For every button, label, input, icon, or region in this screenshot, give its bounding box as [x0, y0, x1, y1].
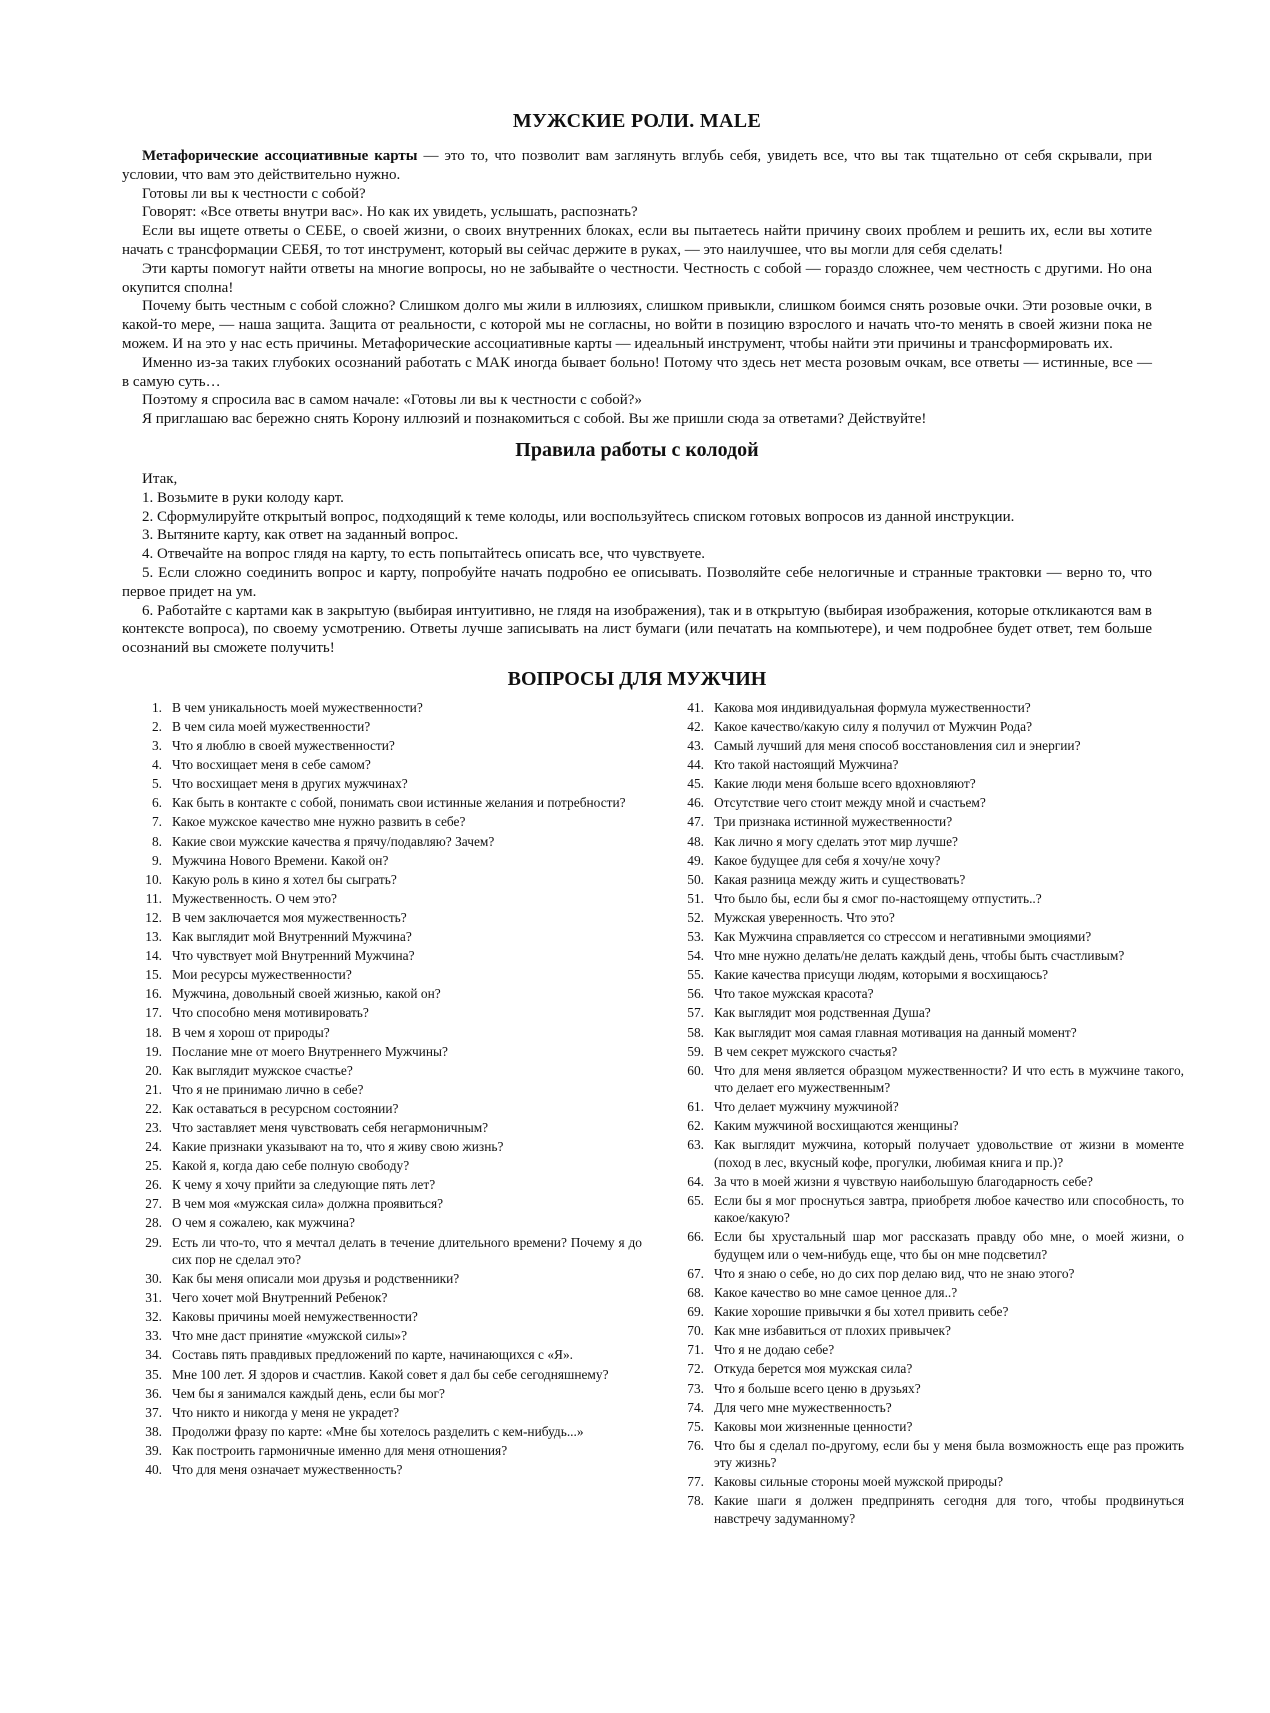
question-item	[664, 1043, 1184, 1060]
question-item	[664, 1098, 1184, 1115]
rules-paragraph: 6. Работайте с картами как в закрытую (выбирая интуитивно, не глядя на изображения), так и в открытую (выбирая изображения, которые откликаются вам в контексте вопроса), по своему усмотрению. Ответы лучше записывать на лист бумаги (или печатать на компьютере), и чем подробнее будет ответ, тем больше осознаний вы сможете получить!	[122, 602, 1152, 657]
question-item	[122, 833, 642, 850]
question-number: 64.	[687, 1173, 704, 1189]
question-item	[122, 1442, 642, 1459]
question-item	[122, 1404, 642, 1421]
question-text: Три признака истинной мужественности?	[714, 814, 953, 830]
question-text: Что мне даст принятие «мужской силы»?	[172, 1328, 408, 1344]
question-number: 55.	[687, 967, 704, 983]
question-number: 12.	[145, 909, 162, 925]
question-item	[122, 1195, 642, 1212]
question-item	[664, 1341, 1184, 1358]
rules-paragraph: 3. Вытяните карту, как ответ на заданный вопрос.	[142, 527, 459, 544]
question-text: Как выглядит мужчина, который получает удовольствие от жизни в моменте (поход в лес, вкусный кофе, прогулки, любимая книга и пр.)?	[714, 1137, 1184, 1170]
question-number: 8.	[151, 833, 162, 849]
question-number: 61.	[687, 1099, 704, 1115]
question-number: 70.	[687, 1323, 704, 1339]
question-text: В чем сила моей мужественности?	[172, 719, 371, 735]
question-item	[664, 1192, 1184, 1227]
question-item	[664, 1399, 1184, 1416]
rules-paragraph: Итак,	[142, 470, 178, 487]
question-number: 26.	[145, 1177, 162, 1193]
intro-lead-text: — это то, что позволит вам заглянуть вглубь себя, увидеть все, что вы так тщательно от себя скрывали, при условии, что вам это действительно нужно.	[122, 148, 1152, 183]
question-item	[664, 699, 1184, 716]
question-item	[664, 1284, 1184, 1301]
question-number: 15.	[145, 967, 162, 983]
intro-paragraph: Если вы ищете ответы о СЕБЕ, о своей жизни, о своих внутренних блоках, если вы пытаетесь найти причину своих проблем и решить их, если вы хотите начать с трансформации СЕБЯ, то тот инструмент, который вы сейчас держите в руках, — это наилучшее, что вы могли для себя сделать!	[122, 223, 1152, 258]
question-text: Как оставаться в ресурсном состоянии?	[172, 1100, 399, 1116]
question-item	[122, 871, 642, 888]
question-item	[122, 775, 642, 792]
rules-paragraph: 5. Если сложно соединить вопрос и карту, попробуйте начать подробно ее описывать. Позволяйте себе нелогичные и странные трактовки — верно то, что первое придет на ум.	[122, 564, 1152, 600]
question-text: Какое будущее для себя я хочу/не хочу?	[714, 852, 941, 868]
question-text: Что такое мужская красота?	[714, 986, 874, 1002]
question-item	[664, 928, 1184, 945]
intro-paragraph: Именно из-за таких глубоких осознаний работать с МАК иногда бывает больно! Потому что здесь нет места розовым очкам, все ответы — истинные, все — в самую суть…	[122, 354, 1152, 390]
question-item	[122, 1004, 642, 1021]
question-item	[664, 852, 1184, 869]
rules-section	[122, 470, 1152, 658]
question-number: 30.	[145, 1271, 162, 1287]
question-item	[122, 794, 642, 811]
question-item	[664, 737, 1184, 754]
question-number: 78.	[687, 1493, 704, 1509]
question-item	[664, 1062, 1184, 1097]
question-item	[664, 1380, 1184, 1397]
question-text: Как построить гармоничные именно для меня отношения?	[172, 1442, 508, 1458]
question-text: Как быть в контакте с собой, понимать свои истинные желания и потребности?	[172, 795, 626, 811]
question-number: 27.	[145, 1196, 162, 1212]
question-number: 36.	[145, 1385, 162, 1401]
question-number: 71.	[687, 1342, 704, 1358]
question-text: Что восхищает меня в других мужчинах?	[172, 776, 408, 792]
intro-lead-bold: Метафорические ассоциативные карты	[142, 148, 418, 164]
question-number: 46.	[687, 795, 704, 811]
question-item	[122, 1176, 642, 1193]
question-number: 38.	[145, 1423, 162, 1439]
question-item	[664, 985, 1184, 1002]
question-item	[664, 1418, 1184, 1435]
question-number: 6.	[151, 795, 162, 811]
question-text: Какие люди меня больше всего вдохновляют?	[714, 776, 976, 792]
question-item	[664, 794, 1184, 811]
question-number: 75.	[687, 1418, 704, 1434]
question-item	[122, 1289, 642, 1306]
question-item	[122, 947, 642, 964]
question-text: Мужская уверенность. Что это?	[714, 909, 895, 925]
intro-paragraph: Поэтому я спросила вас в самом начале: «Готовы ли вы к честности с собой?»	[142, 392, 642, 409]
question-item	[122, 966, 642, 983]
question-text: Какие свои мужские качества я прячу/подавляю? Зачем?	[172, 833, 495, 849]
question-item	[122, 1366, 642, 1383]
question-item	[664, 775, 1184, 792]
question-number: 25.	[145, 1158, 162, 1174]
intro-paragraph: Готовы ли вы к честности с собой?	[142, 185, 366, 202]
questions-left-column	[122, 699, 642, 1480]
question-number: 37.	[145, 1404, 162, 1420]
question-item	[122, 1138, 642, 1155]
question-number: 16.	[145, 986, 162, 1002]
question-text: Как выглядит моя родственная Душа?	[714, 1005, 931, 1021]
question-number: 32.	[145, 1309, 162, 1325]
question-item	[122, 813, 642, 830]
question-item	[122, 928, 642, 945]
question-number: 56.	[687, 986, 704, 1002]
question-number: 53.	[687, 929, 704, 945]
question-text: В чем уникальность моей мужественности?	[172, 699, 423, 715]
question-item	[122, 1461, 642, 1478]
question-text: Что я знаю о себе, но до сих пор делаю вид, что не знаю этого?	[714, 1265, 1075, 1281]
question-text: Для чего мне мужественность?	[714, 1399, 892, 1415]
question-text: Как Мужчина справляется со стрессом и негативными эмоциями?	[714, 929, 1092, 945]
question-text: Что я не принимаю лично в себе?	[172, 1081, 364, 1097]
question-text: Какое качество во мне самое ценное для..?	[714, 1285, 958, 1301]
question-number: 28.	[145, 1215, 162, 1231]
question-item	[122, 1214, 642, 1231]
question-number: 24.	[145, 1139, 162, 1155]
rules-paragraph: 1. Возьмите в руки колоду карт.	[142, 489, 344, 506]
question-number: 43.	[687, 738, 704, 754]
question-text: Если бы я мог проснуться завтра, приобретя любое качество или способность, то какое/какую?	[714, 1192, 1184, 1226]
question-number: 35.	[145, 1366, 162, 1382]
question-text: Что чувствует мой Внутренний Мужчина?	[172, 948, 415, 964]
question-number: 2.	[151, 719, 162, 735]
question-number: 11.	[145, 890, 162, 906]
rules-heading: Правила работы с колодой	[515, 438, 759, 461]
question-text: Есть ли что-то, что я мечтал делать в течение длительного времени? Почему я до сих пор не сделал это?	[172, 1234, 642, 1267]
questions-columns	[122, 699, 1184, 1629]
question-item	[664, 1136, 1184, 1171]
question-number: 49.	[687, 852, 704, 868]
question-item	[122, 737, 642, 754]
question-text: Что для меня является образцом мужественности? И что есть в мужчине такого, что делает его мужественным?	[714, 1062, 1184, 1096]
question-text: Что было бы, если бы я смог по-настоящему отпустить..?	[714, 890, 1042, 906]
question-number: 73.	[687, 1380, 704, 1396]
questions-list-right	[664, 699, 1184, 1527]
question-number: 3.	[151, 738, 162, 754]
question-number: 13.	[145, 929, 162, 945]
question-item	[122, 852, 642, 869]
question-text: Отсутствие чего стоит между мной и счастьем?	[714, 795, 986, 811]
question-text: Продолжи фразу по карте: «Мне бы хотелось разделить с кем-нибудь...»	[172, 1423, 584, 1439]
question-item	[122, 699, 642, 716]
question-text: Какое качество/какую силу я получил от Мужчин Рода?	[714, 719, 1033, 735]
question-number: 29.	[145, 1234, 162, 1250]
question-text: Что заставляет меня чувствовать себя негармоничным?	[172, 1119, 489, 1135]
question-text: Как выглядит мой Внутренний Мужчина?	[172, 929, 412, 945]
question-text: В чем секрет мужского счастья?	[714, 1043, 898, 1059]
question-item	[122, 985, 642, 1002]
questions-heading: ВОПРОСЫ ДЛЯ МУЖЧИН	[507, 667, 767, 690]
questions-list-left	[122, 699, 642, 1478]
question-number: 67.	[687, 1265, 704, 1281]
question-number: 60.	[687, 1062, 704, 1078]
question-item	[122, 909, 642, 926]
question-text: Какую роль в кино я хотел бы сыграть?	[172, 871, 397, 887]
question-number: 23.	[145, 1119, 162, 1135]
question-item	[664, 833, 1184, 850]
question-number: 33.	[145, 1328, 162, 1344]
question-item	[664, 1303, 1184, 1320]
question-number: 65.	[687, 1192, 704, 1208]
question-item	[122, 1385, 642, 1402]
question-item	[122, 890, 642, 907]
rules-paragraph: 4. Отвечайте на вопрос глядя на карту, то есть попытайтесь описать все, что чувствуете.	[142, 546, 705, 563]
question-text: За что в моей жизни я чувствую наибольшую благодарность себе?	[714, 1173, 1093, 1189]
question-text: Какое мужское качество мне нужно развить в себе?	[172, 814, 466, 830]
question-number: 41.	[687, 699, 704, 715]
question-number: 4.	[151, 757, 162, 773]
question-item	[122, 1423, 642, 1440]
question-item	[122, 1119, 642, 1136]
question-text: Каким мужчиной восхищаются женщины?	[714, 1118, 959, 1134]
questions-right-column	[664, 699, 1184, 1529]
question-text: Как выглядит мужское счастье?	[172, 1062, 353, 1078]
question-text: Как бы меня описали мои друзья и родственники?	[172, 1271, 460, 1287]
question-item	[122, 1043, 642, 1060]
question-item	[122, 1062, 642, 1079]
question-number: 62.	[687, 1118, 704, 1134]
question-text: Каковы мои жизненные ценности?	[714, 1418, 913, 1434]
question-text: В чем я хорош от природы?	[172, 1024, 330, 1040]
question-text: Каковы причины моей немужественности?	[172, 1309, 418, 1325]
question-number: 48.	[687, 833, 704, 849]
question-item	[664, 1360, 1184, 1377]
question-text: Если бы хрустальный шар мог рассказать правду обо мне, о моей жизни, о будущем или о чем-нибудь еще, что бы он мне подсветил?	[714, 1229, 1184, 1262]
question-text: Что мне нужно делать/не делать каждый день, чтобы быть счастливым?	[714, 948, 1125, 964]
question-item	[664, 871, 1184, 888]
question-text: Что я больше всего ценю в друзьях?	[714, 1380, 921, 1396]
intro-paragraph: Я приглашаю вас бережно снять Корону иллюзий и познакомиться с собой. Вы же пришли сюда за ответами? Действуйте!	[142, 411, 927, 428]
question-item	[664, 1322, 1184, 1339]
question-number: 74.	[687, 1399, 704, 1415]
question-text: Что я не додаю себе?	[714, 1342, 835, 1358]
intro-paragraph: Эти карты помогут найти ответы на многие вопросы, но не забывайте о честности. Честность с собой — гораздо сложнее, чем честность с другими. Но она окупится сполна!	[122, 260, 1152, 296]
question-item	[664, 1024, 1184, 1041]
question-number: 45.	[687, 776, 704, 792]
question-number: 17.	[145, 1005, 162, 1021]
intro-lead-paragraph	[122, 147, 1152, 185]
question-text: Что для меня означает мужественность?	[172, 1461, 403, 1477]
question-text: Какие шаги я должен предпринять сегодня для того, чтобы продвинуться навстречу задуманному?	[714, 1493, 1184, 1526]
question-number: 54.	[687, 948, 704, 964]
question-item	[122, 756, 642, 773]
question-text: Как лично я могу сделать этот мир лучше?	[714, 833, 958, 849]
question-item	[664, 909, 1184, 926]
question-text: Откуда берется моя мужская сила?	[714, 1361, 913, 1377]
question-number: 20.	[145, 1062, 162, 1078]
question-text: Самый лучший для меня способ восстановления сил и энергии?	[714, 738, 1081, 754]
question-item	[664, 1004, 1184, 1021]
question-text: Что способно меня мотивировать?	[172, 1005, 369, 1021]
question-number: 47.	[687, 814, 704, 830]
question-text: Что восхищает меня в себе самом?	[172, 757, 371, 773]
question-number: 69.	[687, 1304, 704, 1320]
question-item	[122, 1270, 642, 1287]
question-text: К чему я хочу прийти за следующие пять лет?	[172, 1177, 436, 1193]
question-text: Чем бы я занимался каждый день, если бы мог?	[172, 1385, 445, 1401]
question-number: 76.	[687, 1437, 704, 1453]
question-item	[122, 1081, 642, 1098]
question-number: 7.	[151, 814, 162, 830]
question-number: 18.	[145, 1024, 162, 1040]
question-text: Мне 100 лет. Я здоров и счастлив. Какой совет я дал бы себе сегодняшнему?	[172, 1366, 609, 1382]
question-number: 58.	[687, 1024, 704, 1040]
question-number: 19.	[145, 1043, 162, 1059]
question-number: 10.	[145, 871, 162, 887]
question-item	[664, 947, 1184, 964]
question-item	[664, 1117, 1184, 1134]
question-number: 31.	[145, 1290, 162, 1306]
question-number: 22.	[145, 1100, 162, 1116]
question-number: 59.	[687, 1043, 704, 1059]
question-text: Какие признаки указывают на то, что я живу свою жизнь?	[172, 1139, 504, 1155]
question-text: О чем я сожалею, как мужчина?	[172, 1215, 355, 1231]
question-text: Что бы я сделал по-другому, если бы у меня была возможность еще раз прожить эту жизнь?	[714, 1437, 1184, 1471]
question-item	[664, 1473, 1184, 1490]
question-number: 21.	[145, 1081, 162, 1097]
question-text: Какова моя индивидуальная формула мужественности?	[714, 699, 1031, 715]
question-number: 34.	[145, 1347, 162, 1363]
page-title: МУЖСКИЕ РОЛИ. MALE	[512, 110, 762, 132]
question-number: 66.	[687, 1229, 704, 1245]
question-number: 44.	[687, 757, 704, 773]
intro-section	[122, 147, 1152, 429]
document-content	[122, 110, 1184, 1629]
question-text: Мужественность. О чем это?	[172, 890, 337, 906]
question-item	[664, 718, 1184, 735]
question-item	[664, 966, 1184, 983]
question-item	[664, 1228, 1184, 1263]
rules-paragraph: 2. Сформулируйте открытый вопрос, подходящий к теме колоды, или воспользуйтесь списком готовых вопросов из данной инструкции.	[142, 508, 1015, 525]
question-item	[664, 1492, 1184, 1527]
question-item	[122, 1327, 642, 1344]
question-text: Чего хочет мой Внутренний Ребенок?	[172, 1290, 388, 1306]
question-item	[122, 1157, 642, 1174]
question-text: Мужчина Нового Времени. Какой он?	[172, 852, 389, 868]
question-item	[122, 1346, 642, 1363]
question-text: Составь пять правдивых предложений по карте, начинающихся с «Я».	[172, 1347, 574, 1363]
question-text: Какие хорошие привычки я бы хотел привить себе?	[714, 1304, 1009, 1320]
question-item	[122, 718, 642, 735]
question-text: Мужчина, довольный своей жизнью, какой он?	[172, 986, 441, 1002]
question-item	[664, 1437, 1184, 1472]
question-item	[122, 1024, 642, 1041]
question-text: Что делает мужчину мужчиной?	[714, 1099, 899, 1115]
question-text: Каковы сильные стороны моей мужской природы?	[714, 1474, 1004, 1490]
question-number: 1.	[151, 699, 162, 715]
question-text: Что я люблю в своей мужественности?	[172, 738, 395, 754]
question-item	[122, 1308, 642, 1325]
question-item	[122, 1100, 642, 1117]
question-text: Что никто и никогда у меня не украдет?	[172, 1404, 400, 1420]
question-text: В чем заключается моя мужественность?	[172, 909, 407, 925]
question-text: Кто такой настоящий Мужчина?	[714, 757, 899, 773]
question-text: Послание мне от моего Внутреннего Мужчины?	[172, 1043, 448, 1059]
question-text: В чем моя «мужская сила» должна проявиться?	[172, 1196, 444, 1212]
question-number: 63.	[687, 1137, 704, 1153]
question-text: Какие качества присущи людям, которыми я восхищаюсь?	[714, 967, 1049, 983]
question-number: 77.	[687, 1474, 704, 1490]
question-item	[664, 813, 1184, 830]
question-item	[664, 1265, 1184, 1282]
question-number: 72.	[687, 1361, 704, 1377]
intro-paragraphs	[122, 185, 1152, 429]
question-item	[664, 756, 1184, 773]
question-number: 5.	[151, 776, 162, 792]
intro-paragraph: Почему быть честным с собой сложно? Слишком долго мы жили в иллюзиях, слишком привыкли, слишком боимся снять розовые очки. Эти розовые очки, в какой-то мере, — наша защита. Защита от реальности, с которой мы не согласны, но войти в позицию взрослого и начать что-то менять в своей жизни пока не можем. И на это у нас есть причины. Метафорические ассоциативные карты — идеальный инструмент, чтобы найти эти причины и трансформировать их.	[122, 298, 1152, 352]
question-number: 57.	[687, 1005, 704, 1021]
question-item	[664, 1173, 1184, 1190]
question-text: Какой я, когда даю себе полную свободу?	[172, 1158, 410, 1174]
question-text: Мои ресурсы мужественности?	[172, 967, 352, 983]
question-number: 9.	[151, 852, 162, 868]
question-item	[664, 890, 1184, 907]
intro-paragraph: Говорят: «Все ответы внутри вас». Но как их увидеть, услышать, распознать?	[142, 204, 638, 221]
question-text: Как выглядит моя самая главная мотивация на данный момент?	[714, 1024, 1077, 1040]
question-number: 40.	[145, 1461, 162, 1477]
question-number: 51.	[687, 890, 704, 906]
question-number: 14.	[145, 948, 162, 964]
question-number: 42.	[687, 719, 704, 735]
question-number: 68.	[687, 1285, 704, 1301]
question-number: 52.	[687, 909, 704, 925]
question-number: 50.	[687, 871, 704, 887]
question-number: 39.	[145, 1442, 162, 1458]
question-item	[122, 1234, 642, 1269]
question-text: Какая разница между жить и существовать?	[714, 871, 966, 887]
question-text: Как мне избавиться от плохих привычек?	[714, 1323, 951, 1339]
